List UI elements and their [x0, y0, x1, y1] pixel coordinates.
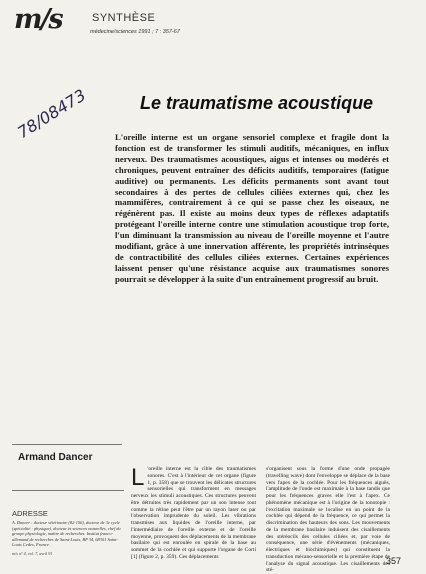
article-title: Le traumatisme acoustique: [140, 93, 374, 113]
abstract: L'oreille interne est un organe sensoriel complexe et fragile dont la fonction est de transformer les stimuli auditifs, mécaniques, en influx nerveux. Des traumatismes acoustiques, aigus et intenses ou modérés et chroniques, peuvent entraîner des déficits auditifs, temporaires (fatigue auditive) ou permanents. Les déficits permanents sont avant tout secondaires à des pertes de cellules ciliées externes qui, chez les mammifères, contrairement à ce qui se passe chez les oiseaux, ne régénèrent pas. Il existe au moins deux types de réflexes adaptatifs protégeant l'oreille interne contre une stimulation acoustique trop forte, l'un diminuant la transmission au niveau de l'oreille moyenne et l'autre modifiant, grâce à une innervation afférente, les propriétés intrinsèques de contractibilité des cellules ciliées externes. Certaines expériences laissent penser qu'une résistance acquise aux traumatismes sonores pourrait se développer à la suite d'un entraînement progressif au bruit.: [115, 132, 389, 284]
address-rule: [12, 490, 124, 491]
journal-reference: m/s n° 4, vol. 7, avril 91: [12, 551, 53, 556]
journal-logo: m/s: [14, 4, 62, 35]
body-column-1: [131, 466, 256, 561]
author-name: Armand Dancer: [18, 452, 93, 463]
address-label: ADRESSE: [12, 509, 48, 518]
citation: médecine/sciences 1991 ; 7 : 357-67: [90, 29, 180, 35]
drop-cap: L: [131, 464, 145, 491]
body-column-2: s'organisent sous la forme d'une onde propagée (travelling wave) dont l'enveloppe se déplace de la base vers l'apex de la cochlée. Pour les fréquences aiguës, l'amplitude de l'onde est maximale à la base tandis que pour les fréquences graves elle l'est à l'apex. Ce phénomène mécanique est à l'origine de la tonotopie : l'excitation maximale se localise en un point de la cochlée qui dépend de la fréquence, ce qui permet la discrimination des hauteurs des sons. Les mouvements de la membrane basilaire induisent des cisaillements des stéréocils des cellules ciliées et, par voie de conséquence, une série d'événements (mécaniques, électriques et biochimiques) qui constituent la transduction mécano-sensorielle et la première étape de l'analyse du signal acoustique. Les cisaillements des sté-: [266, 466, 390, 574]
body-column-1-text: 'oreille interne est la cible des traumatismes sonores. C'est à l'intérieur de cet organe (figure 1, p. 358) que se trouvent les délicates structures sensorielles qui transforment en messages nerveux les stimuli acoustiques. Ces structures peuvent être détruites très rapidement par un son intense tout comme la rétine peut l'être par un rayon laser ou par l'observation imprudente du soleil. Les vibrations transmises aux liquides de l'oreille interne, par l'intermédiaire de l'oreille externe et de l'oreille moyenne, provoquent des déplacements de la membrane basilaire qui est enroulée en spirale de la base au sommet de la cochlée et qui supporte l'organe de Corti [1] (figure 2, p. 359). Ces déplacements: [131, 466, 256, 560]
handwritten-stamp: 78/08473: [14, 85, 90, 143]
author-rule: [12, 444, 122, 445]
page-number: 357: [386, 556, 402, 566]
address-text: A. Dancer : docteur vétérinaire (82-156), docteur de 3e cycle (spécialité : physique), docteur ès sciences naturelles, chef du groupe physiologie, maître de recherches. Institut franco-allemand de recherches de Saint-Louis, BP 34, 68301 Saint-Louis Cedex, France.: [12, 520, 121, 548]
section-label: SYNTHÈSE: [92, 12, 156, 24]
